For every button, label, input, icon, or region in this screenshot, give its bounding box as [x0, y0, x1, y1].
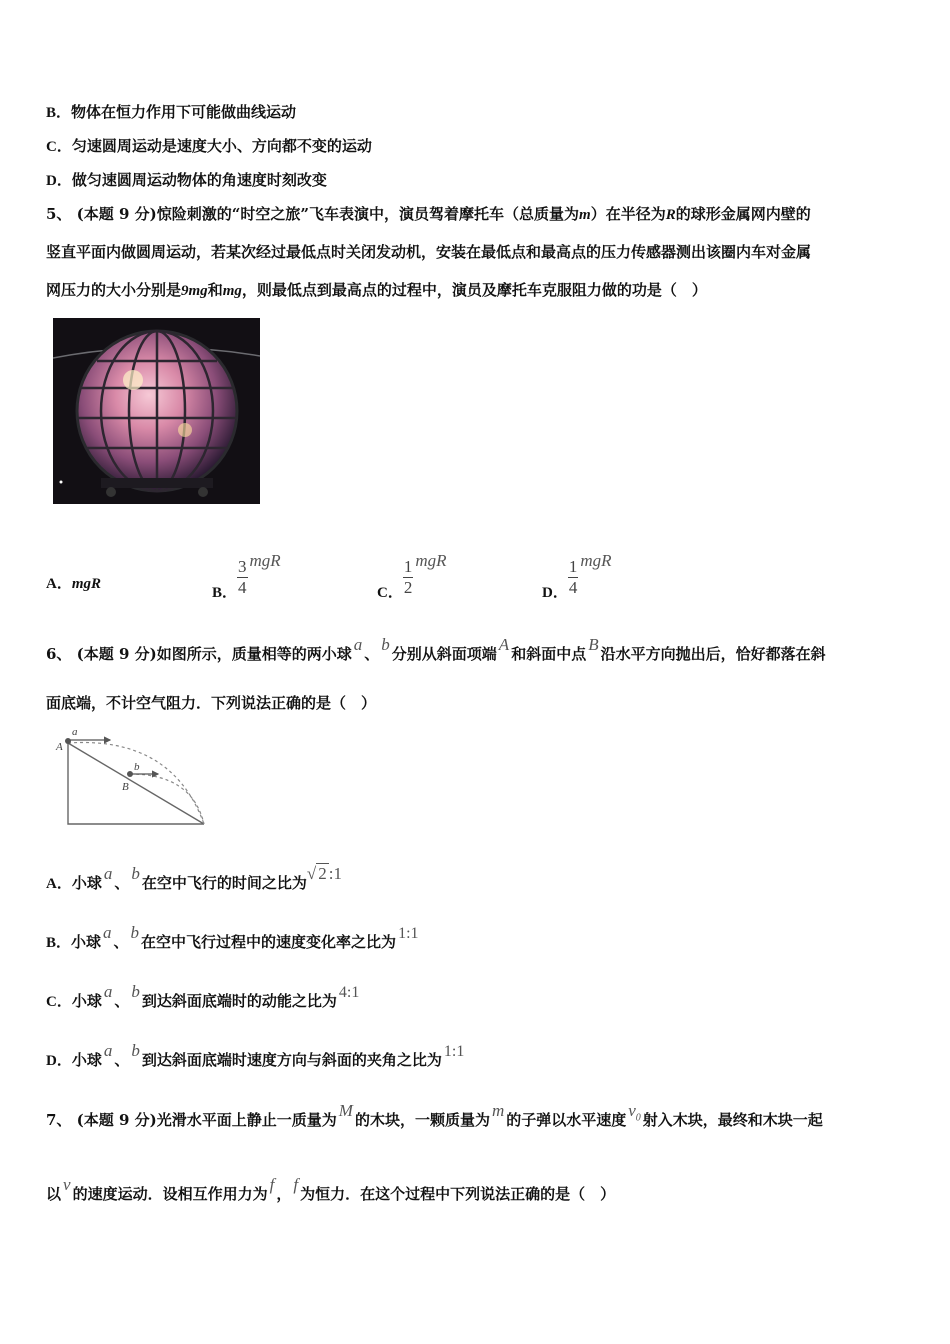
var-b: b — [131, 1041, 140, 1060]
q5-stem-line2 — [46, 242, 811, 262]
option-expr: mgR — [249, 550, 281, 570]
option-expr: mgR — [71, 576, 102, 592]
q4-option-c — [46, 136, 372, 157]
stem-text: ）在半径为 — [590, 205, 666, 223]
diagram-label-B: B — [122, 781, 129, 793]
q5-stem-line3 — [46, 280, 707, 301]
stem-text: 如图所示，质量相等的两小球 — [156, 645, 352, 663]
var-a: a — [353, 635, 363, 654]
ratio: 1:1 — [398, 925, 419, 942]
option-label: A． — [46, 576, 72, 592]
var-m: m — [579, 207, 591, 223]
diagram-label-A: A — [56, 741, 63, 753]
option-label: D． — [46, 1053, 72, 1069]
separator: 、 — [113, 933, 129, 951]
option-label: A． — [46, 876, 72, 892]
option-label: B． — [212, 584, 238, 601]
fraction: $\frac{3}{4}$ — [238, 557, 247, 597]
question-number: 7、 — [46, 1111, 72, 1129]
separator: 、 — [114, 992, 130, 1010]
stem-text: 网压力的大小分别是 — [46, 281, 182, 299]
option-label: B． — [46, 105, 72, 121]
stem-text: 和 — [207, 281, 223, 299]
option-label: B． — [46, 935, 72, 951]
ratio: 4:1 — [338, 984, 360, 1001]
fraction: $\frac{1}{2}$ — [403, 557, 413, 597]
var-f: f — [293, 1175, 299, 1194]
option-text: 小球 — [71, 933, 102, 951]
q5-option-b — [212, 547, 281, 601]
ratio: 1:1 — [443, 1043, 465, 1060]
stem-text: 以 — [46, 1185, 62, 1203]
q5-stem-line1 — [46, 204, 811, 225]
var-b: b — [381, 635, 390, 654]
option-label: C． — [46, 994, 72, 1010]
incline-projectile-diagram — [52, 726, 212, 828]
option-text: 小球 — [71, 874, 102, 892]
q5-option-d — [542, 547, 612, 601]
var-b: b — [130, 923, 140, 942]
globe-of-death-photo — [53, 318, 260, 504]
diagram-label-b: b — [134, 761, 140, 773]
option-text: 在空中飞行的时间之比为 — [141, 874, 307, 892]
var-f: f — [269, 1175, 275, 1194]
var-b: b — [131, 864, 140, 883]
option-text: 小球 — [71, 992, 102, 1010]
var-m: m — [491, 1101, 505, 1120]
stem-text: 的球形金属网内壁的 — [675, 205, 811, 223]
q6-option-a — [46, 864, 342, 894]
stem-text: ， — [276, 1185, 292, 1203]
var-a: a — [103, 1041, 113, 1060]
stem-text: 惊险刺激的“时空之旅”飞车表演中，演员驾着摩托车（总质量为 — [156, 205, 580, 223]
separator: 、 — [114, 874, 130, 892]
option-expr: mgR — [580, 550, 612, 570]
stem-text: 面底端，不计空气阻力．下列说法正确的是（ ） — [46, 694, 377, 712]
var-a: a — [103, 923, 112, 942]
question-number: 6、 — [46, 645, 72, 663]
stem-text: 分别从斜面项端 — [391, 645, 497, 663]
point-b: B — [588, 635, 599, 654]
option-expr: mgR — [415, 550, 447, 570]
separator: 、 — [364, 645, 380, 663]
value-mg: mg — [222, 283, 242, 299]
stem-text: 的速度运动．设相互作用力为 — [72, 1185, 268, 1203]
stem-text: 为恒力．在这个过程中下列说法正确的是（ ） — [300, 1185, 616, 1203]
option-label: C． — [46, 139, 72, 155]
q7-stem-line2 — [46, 1175, 616, 1204]
point-a: A — [498, 635, 510, 654]
ratio-sqrt2-1: √ 2 :1 — [306, 864, 342, 883]
stem-text: 光滑水平面上静止一质量为 — [156, 1111, 337, 1129]
diagram-label-a: a — [72, 726, 78, 738]
q5-option-a — [46, 572, 101, 593]
value-9mg: 9mg — [181, 283, 208, 299]
separator: 、 — [114, 1051, 130, 1069]
q6-option-c — [46, 982, 361, 1012]
option-label: C． — [377, 584, 403, 601]
var-a: a — [103, 982, 113, 1001]
var-M: M — [338, 1101, 353, 1120]
stem-text: 的木块，一颗质量为 — [354, 1111, 490, 1129]
q6-stem-line2 — [46, 693, 376, 713]
option-label: D． — [46, 173, 72, 189]
var-r: R — [665, 207, 676, 223]
question-meta: (本题 9 分) — [76, 205, 157, 223]
q6-stem-line1 — [46, 635, 826, 664]
q6-option-d — [46, 1041, 466, 1071]
q6-option-b — [46, 923, 421, 953]
question-number: 5、 — [46, 205, 72, 223]
stem-text: ，则最低点到最高点的过程中，演员及摩托车克服阻力做的功是（ ） — [241, 281, 707, 299]
stem-text: 射入木块，最终和木块一起 — [642, 1111, 823, 1129]
option-text: 到达斜面底端时速度方向与斜面的夹角之比为 — [141, 1051, 442, 1069]
option-text: 物体在恒力作用下可能做曲线运动 — [71, 103, 297, 121]
q4-option-b — [46, 102, 296, 123]
var-a: a — [103, 864, 113, 883]
stem-text: 和斜面中点 — [511, 645, 587, 663]
var-v0: $v_0$ — [628, 1101, 641, 1124]
q7-stem-line1 — [46, 1101, 823, 1137]
option-text: 到达斜面底端时的动能之比为 — [141, 992, 337, 1010]
var-v: v — [63, 1175, 71, 1194]
option-text: 做匀速圆周运动物体的角速度时刻改变 — [71, 171, 327, 189]
fraction: $\frac{1}{4}$ — [568, 557, 578, 597]
option-label: D． — [542, 584, 568, 601]
stem-text: 竖直平面内做圆周运动，若某次经过最低点时关闭发动机，安装在最低点和最高点的压力传感器测出该圈内车对金属 — [46, 243, 812, 261]
question-meta: (本题 9 分) — [76, 1111, 157, 1129]
option-text: 匀速圆周运动是速度大小、方向都不变的运动 — [71, 137, 372, 155]
q5-option-c — [377, 547, 447, 601]
stem-text: 的子弹以水平速度 — [506, 1111, 627, 1129]
var-b: b — [131, 982, 140, 1001]
q4-option-d — [46, 170, 327, 191]
stem-text: 沿水平方向抛出后，恰好都落在斜 — [600, 645, 826, 663]
question-meta: (本题 9 分) — [76, 645, 157, 663]
option-text: 在空中飞行过程中的速度变化率之比为 — [141, 933, 397, 951]
option-text: 小球 — [71, 1051, 102, 1069]
